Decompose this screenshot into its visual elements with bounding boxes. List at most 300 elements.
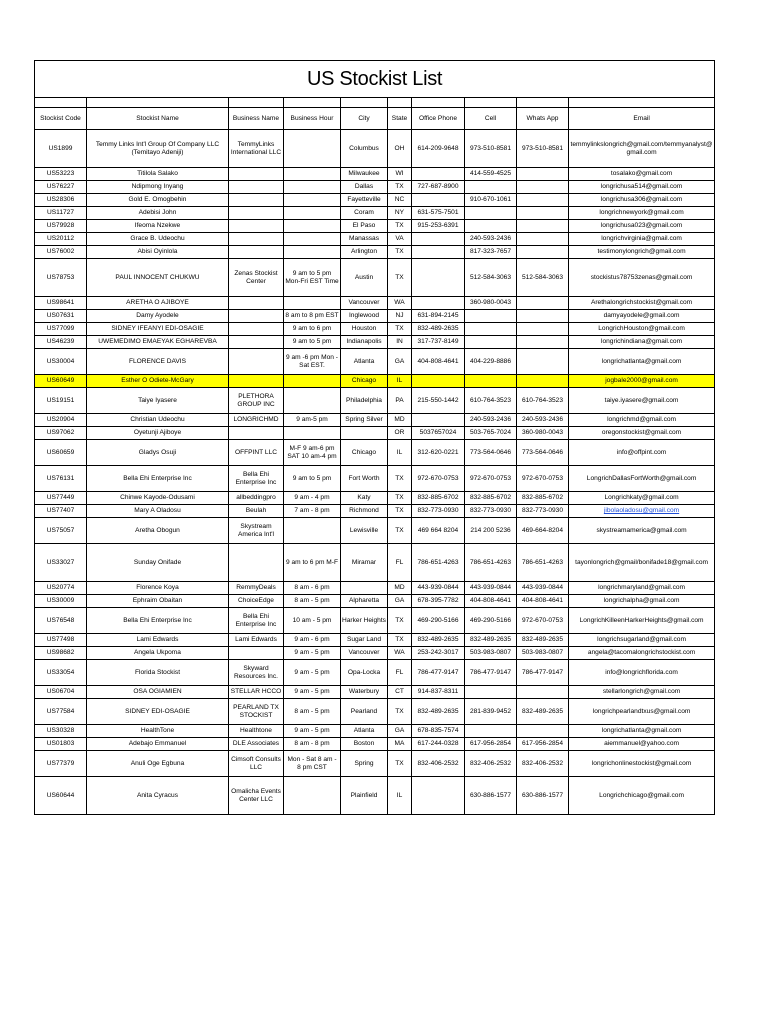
stockist-table xyxy=(34,60,715,815)
office-phone-cell: 832-489-2635 xyxy=(412,699,465,725)
stockist-name-cell: Grace B. Udeochu xyxy=(87,233,229,246)
business-hour-cell xyxy=(284,777,341,815)
city-cell: El Paso xyxy=(341,220,388,233)
email-cell: damyayodele@gmail.com xyxy=(569,310,715,323)
business-hour-cell: 9 am - 4 pm xyxy=(284,492,341,505)
state-cell: IN xyxy=(388,336,412,349)
city-cell xyxy=(341,427,388,440)
office-phone-cell: 786-651-4263 xyxy=(412,544,465,582)
stockist-code-cell: US11727 xyxy=(35,207,87,220)
table-row xyxy=(35,246,715,259)
table-row xyxy=(35,751,715,777)
office-phone-cell: 832-773-0930 xyxy=(412,505,465,518)
city-cell: Manassas xyxy=(341,233,388,246)
stockist-name-cell: Florence Koya xyxy=(87,582,229,595)
stockist-code-cell: US1899 xyxy=(35,130,87,168)
city-cell: Chicago xyxy=(341,440,388,466)
city-cell: Chicago xyxy=(341,375,388,388)
business-name-cell: PLETHORA GROUP INC xyxy=(229,388,284,414)
stockist-code-cell: US98682 xyxy=(35,647,87,660)
email-cell: longrichalpha@gmail.com xyxy=(569,595,715,608)
stockist-name-cell: PAUL INNOCENT CHUKWU xyxy=(87,259,229,297)
office-phone-cell: 631-575-7501 xyxy=(412,207,465,220)
state-cell: OR xyxy=(388,427,412,440)
stockist-code-cell: US07631 xyxy=(35,310,87,323)
whats-app-cell: 240-593-2436 xyxy=(517,414,569,427)
email-cell: oregonstockist@gmail.com xyxy=(569,427,715,440)
city-cell: Lewisville xyxy=(341,518,388,544)
cell-cell: 610-764-3523 xyxy=(465,388,517,414)
state-cell: CT xyxy=(388,686,412,699)
table-row xyxy=(35,505,715,518)
page-title: US Stockist List xyxy=(35,61,715,98)
stockist-code-cell: US78753 xyxy=(35,259,87,297)
state-cell: IL xyxy=(388,777,412,815)
email-cell: longrichmaryland@gmail.com xyxy=(569,582,715,595)
cell-cell: 503-983-0807 xyxy=(465,647,517,660)
city-cell: Atlanta xyxy=(341,725,388,738)
business-name-cell xyxy=(229,168,284,181)
stockist-name-cell: Temmy Links Int'l Group Of Company LLC (Temitayo Adeniji) xyxy=(87,130,229,168)
table-row xyxy=(35,233,715,246)
email-cell: longrichnewyork@gmail.com xyxy=(569,207,715,220)
business-hour-cell xyxy=(284,246,341,259)
business-name-cell xyxy=(229,349,284,375)
state-cell: NC xyxy=(388,194,412,207)
stockist-code-cell: US19151 xyxy=(35,388,87,414)
stockist-code-cell: US76002 xyxy=(35,246,87,259)
whats-app-cell xyxy=(517,168,569,181)
business-name-cell: OFFPINT LLC xyxy=(229,440,284,466)
city-cell: Coram xyxy=(341,207,388,220)
cell-cell: 414-559-4525 xyxy=(465,168,517,181)
email-cell: longrichonlinestockist@gmail.com xyxy=(569,751,715,777)
whats-app-cell: 786-477-9147 xyxy=(517,660,569,686)
table-row xyxy=(35,427,715,440)
state-cell: TX xyxy=(388,699,412,725)
business-hour-cell: 9 am to 5 pm xyxy=(284,466,341,492)
city-cell: Austin xyxy=(341,259,388,297)
email-cell: LongrichDallasFortWorth@gmail.com xyxy=(569,466,715,492)
business-name-cell xyxy=(229,194,284,207)
state-cell: MA xyxy=(388,738,412,751)
state-cell: WI xyxy=(388,168,412,181)
business-hour-cell: M-F 9 am-6 pm SAT 10 am-4 pm xyxy=(284,440,341,466)
stockist-name-cell: Titilola Salako xyxy=(87,168,229,181)
stockist-name-cell: Angela Ukpoma xyxy=(87,647,229,660)
table-row xyxy=(35,725,715,738)
header-cell: Business Hour xyxy=(284,108,341,130)
business-name-cell xyxy=(229,246,284,259)
state-cell: TX xyxy=(388,492,412,505)
business-name-cell xyxy=(229,220,284,233)
city-cell: Pearland xyxy=(341,699,388,725)
cell-cell: 817-323-7657 xyxy=(465,246,517,259)
cell-cell: 617-956-2854 xyxy=(465,738,517,751)
email-cell: longrichvirginia@gmail.com xyxy=(569,233,715,246)
whats-app-cell xyxy=(517,686,569,699)
stockist-code-cell: US76227 xyxy=(35,181,87,194)
cell-cell xyxy=(465,323,517,336)
whats-app-cell: 512-584-3063 xyxy=(517,259,569,297)
table-row xyxy=(35,388,715,414)
office-phone-cell: 915-253-6391 xyxy=(412,220,465,233)
whats-app-cell: 832-406-2532 xyxy=(517,751,569,777)
table-row xyxy=(35,375,715,388)
state-cell: TX xyxy=(388,246,412,259)
stockist-name-cell: SIDNEY IFEANYI EDI-OSAGIE xyxy=(87,323,229,336)
table-row xyxy=(35,544,715,582)
stockist-name-cell: Bella Ehi Enterprise Inc xyxy=(87,608,229,634)
table-row xyxy=(35,595,715,608)
whats-app-cell: 469-664-8204 xyxy=(517,518,569,544)
city-cell: Boston xyxy=(341,738,388,751)
office-phone-cell: 832-885-6702 xyxy=(412,492,465,505)
state-cell: OH xyxy=(388,130,412,168)
business-name-cell xyxy=(229,310,284,323)
email-cell: longrichusa306@gmail.com xyxy=(569,194,715,207)
state-cell: TX xyxy=(388,634,412,647)
cell-cell: 832-406-2532 xyxy=(465,751,517,777)
city-cell: Plainfield xyxy=(341,777,388,815)
table-row xyxy=(35,349,715,375)
state-cell: MD xyxy=(388,582,412,595)
business-hour-cell: 9 am to 5 pm xyxy=(284,336,341,349)
cell-cell: 832-885-6702 xyxy=(465,492,517,505)
header-cell: State xyxy=(388,108,412,130)
email-cell: longrichusa023@gmail.com xyxy=(569,220,715,233)
business-hour-cell xyxy=(284,427,341,440)
city-cell: Spring xyxy=(341,751,388,777)
business-name-cell: Lami Edwards xyxy=(229,634,284,647)
business-hour-cell xyxy=(284,207,341,220)
office-phone-cell: 832-489-2635 xyxy=(412,634,465,647)
business-hour-cell: 9 am - 5 pm xyxy=(284,725,341,738)
city-cell: Vancouver xyxy=(341,297,388,310)
stockist-code-cell: US01803 xyxy=(35,738,87,751)
business-hour-cell: Mon - Sat 8 am - 8 pm CST xyxy=(284,751,341,777)
stockist-name-cell: Ifeoma Nzekwe xyxy=(87,220,229,233)
business-name-cell: LONGRICHMD xyxy=(229,414,284,427)
table-row xyxy=(35,582,715,595)
stockist-code-cell: US20774 xyxy=(35,582,87,595)
table-row xyxy=(35,777,715,815)
stockist-name-cell: UWEMEDIMO EMAEYAK EGHAREVBA xyxy=(87,336,229,349)
whats-app-cell: 617-956-2854 xyxy=(517,738,569,751)
whats-app-cell xyxy=(517,323,569,336)
city-cell: Opa-Locka xyxy=(341,660,388,686)
business-name-cell xyxy=(229,207,284,220)
stockist-code-cell: US33054 xyxy=(35,660,87,686)
table-row xyxy=(35,207,715,220)
email-cell: longrichmd@gmail.com xyxy=(569,414,715,427)
whats-app-cell: 443-939-0844 xyxy=(517,582,569,595)
whats-app-cell: 832-489-2635 xyxy=(517,699,569,725)
office-phone-cell: 614-209-9648 xyxy=(412,130,465,168)
office-phone-cell: 443-939-0844 xyxy=(412,582,465,595)
office-phone-cell: 404-808-4641 xyxy=(412,349,465,375)
stockist-name-cell: Aretha Obogun xyxy=(87,518,229,544)
business-name-cell xyxy=(229,297,284,310)
office-phone-cell: 727-687-8900 xyxy=(412,181,465,194)
business-hour-cell: 9 am - 6 pm xyxy=(284,634,341,647)
stockist-code-cell: US60644 xyxy=(35,777,87,815)
business-name-cell: ChoiceEdge xyxy=(229,595,284,608)
business-name-cell xyxy=(229,323,284,336)
stockist-name-cell: Ndipmong Inyang xyxy=(87,181,229,194)
business-hour-cell xyxy=(284,233,341,246)
business-hour-cell xyxy=(284,130,341,168)
business-hour-cell xyxy=(284,181,341,194)
office-phone-cell xyxy=(412,297,465,310)
state-cell: WA xyxy=(388,297,412,310)
state-cell: TX xyxy=(388,323,412,336)
city-cell: Arlington xyxy=(341,246,388,259)
email-cell: jogbale2000@gmail.com xyxy=(569,375,715,388)
header-cell: Stockist Code xyxy=(35,108,87,130)
business-name-cell: allbeddingpro xyxy=(229,492,284,505)
state-cell: NJ xyxy=(388,310,412,323)
email-cell: aiemmanuel@yahoo.com xyxy=(569,738,715,751)
stockist-sheet xyxy=(34,60,714,815)
stockist-name-cell: Taiye Iyasere xyxy=(87,388,229,414)
email-cell: skystreamamerica@gmail.com xyxy=(569,518,715,544)
stockist-code-cell: US77498 xyxy=(35,634,87,647)
city-cell: Columbus xyxy=(341,130,388,168)
table-row xyxy=(35,738,715,751)
state-cell: TX xyxy=(388,608,412,634)
office-phone-cell: 914-837-8311 xyxy=(412,686,465,699)
table-row xyxy=(35,518,715,544)
cell-cell: 832-489-2635 xyxy=(465,634,517,647)
cell-cell: 973-510-8581 xyxy=(465,130,517,168)
email-cell[interactable]: jibolaoladosu@gmail.com xyxy=(569,505,715,518)
stockist-code-cell: US77449 xyxy=(35,492,87,505)
stockist-code-cell: US30328 xyxy=(35,725,87,738)
office-phone-cell: 972-670-0753 xyxy=(412,466,465,492)
stockist-name-cell: Anita Cyracus xyxy=(87,777,229,815)
cell-cell xyxy=(465,181,517,194)
stockist-name-cell: Adebajo Emmanuel xyxy=(87,738,229,751)
whats-app-cell: 832-773-0930 xyxy=(517,505,569,518)
office-phone-cell: 678-395-7782 xyxy=(412,595,465,608)
office-phone-cell: 215-550-1442 xyxy=(412,388,465,414)
state-cell: FL xyxy=(388,544,412,582)
business-name-cell xyxy=(229,233,284,246)
cell-cell: 404-808-4641 xyxy=(465,595,517,608)
business-hour-cell: 8 am - 5 pm xyxy=(284,595,341,608)
stockist-code-cell: US97062 xyxy=(35,427,87,440)
office-phone-cell xyxy=(412,168,465,181)
email-cell: tosalako@gmail.com xyxy=(569,168,715,181)
stockist-code-cell: US46239 xyxy=(35,336,87,349)
header-cell: Office Phone xyxy=(412,108,465,130)
business-hour-cell: 7 am - 8 pm xyxy=(284,505,341,518)
stockist-name-cell: Anuli Oge Egbuna xyxy=(87,751,229,777)
state-cell: TX xyxy=(388,181,412,194)
table-row xyxy=(35,699,715,725)
whats-app-cell xyxy=(517,349,569,375)
table-row xyxy=(35,168,715,181)
business-hour-cell: 9 am to 6 pm xyxy=(284,323,341,336)
email-cell: LongrichHouston@gmail.com xyxy=(569,323,715,336)
business-hour-cell: 9 am - 5 pm xyxy=(284,647,341,660)
cell-cell xyxy=(465,336,517,349)
office-phone-cell: 678-835-7574 xyxy=(412,725,465,738)
stockist-name-cell: Abisi Oyinlola xyxy=(87,246,229,259)
whats-app-cell: 972-670-0753 xyxy=(517,608,569,634)
header-cell: Stockist Name xyxy=(87,108,229,130)
office-phone-cell: 832-406-2532 xyxy=(412,751,465,777)
business-name-cell xyxy=(229,427,284,440)
stockist-name-cell: ARETHA O AJIBOYE xyxy=(87,297,229,310)
stockist-name-cell: Mary A Oladosu xyxy=(87,505,229,518)
business-hour-cell: 9 am -6 pm Mon - Sat EST. xyxy=(284,349,341,375)
stockist-name-cell: Gladys Osuji xyxy=(87,440,229,466)
cell-cell: 503-765-7024 xyxy=(465,427,517,440)
cell-cell: 630-886-1577 xyxy=(465,777,517,815)
table-row xyxy=(35,492,715,505)
city-cell: Houston xyxy=(341,323,388,336)
business-name-cell: Skyward Resources Inc. xyxy=(229,660,284,686)
business-name-cell: Beulah xyxy=(229,505,284,518)
office-phone-cell: 617-244-0328 xyxy=(412,738,465,751)
whats-app-cell xyxy=(517,725,569,738)
cell-cell xyxy=(465,310,517,323)
whats-app-cell: 832-885-6702 xyxy=(517,492,569,505)
table-row xyxy=(35,194,715,207)
stockist-name-cell: Florida Stockist xyxy=(87,660,229,686)
whats-app-cell: 973-510-8581 xyxy=(517,130,569,168)
whats-app-cell xyxy=(517,207,569,220)
state-cell: FL xyxy=(388,660,412,686)
table-row xyxy=(35,323,715,336)
header-cell: Business Name xyxy=(229,108,284,130)
table-row xyxy=(35,634,715,647)
table-row xyxy=(35,414,715,427)
cell-cell: 404-229-8886 xyxy=(465,349,517,375)
cell-cell xyxy=(465,207,517,220)
stockist-code-cell: US06704 xyxy=(35,686,87,699)
stockist-code-cell: US77379 xyxy=(35,751,87,777)
business-name-cell: Healthtone xyxy=(229,725,284,738)
business-name-cell xyxy=(229,544,284,582)
stockist-code-cell: US30004 xyxy=(35,349,87,375)
business-name-cell xyxy=(229,647,284,660)
stockist-name-cell: Oyetunji Ajiboye xyxy=(87,427,229,440)
email-cell: info@offpint.com xyxy=(569,440,715,466)
state-cell: GA xyxy=(388,725,412,738)
email-cell: stellarlongrich@gmail.com xyxy=(569,686,715,699)
city-cell: Inglewood xyxy=(341,310,388,323)
cell-cell: 832-773-0930 xyxy=(465,505,517,518)
cell-cell xyxy=(465,725,517,738)
cell-cell xyxy=(465,375,517,388)
table-row xyxy=(35,686,715,699)
business-hour-cell: 9 am to 5 pm Mon-Fri EST Time xyxy=(284,259,341,297)
stockist-code-cell: US60659 xyxy=(35,440,87,466)
cell-cell: 443-939-0844 xyxy=(465,582,517,595)
table-row xyxy=(35,440,715,466)
stockist-name-cell: Christian Udeochu xyxy=(87,414,229,427)
stockist-name-cell: Gold E. Omogbehin xyxy=(87,194,229,207)
whats-app-cell xyxy=(517,336,569,349)
email-cell: Longrichkaty@gmail.com xyxy=(569,492,715,505)
cell-cell: 773-564-0646 xyxy=(465,440,517,466)
city-cell: Dallas xyxy=(341,181,388,194)
whats-app-cell xyxy=(517,310,569,323)
city-cell: Fayetteville xyxy=(341,194,388,207)
business-hour-cell: 8 am - 5 pm xyxy=(284,699,341,725)
cell-cell: 910-670-1061 xyxy=(465,194,517,207)
state-cell: MD xyxy=(388,414,412,427)
cell-cell xyxy=(465,220,517,233)
business-hour-cell: 8 am - 6 pm xyxy=(284,582,341,595)
business-hour-cell xyxy=(284,168,341,181)
city-cell: Fort Worth xyxy=(341,466,388,492)
city-cell: Spring Silver xyxy=(341,414,388,427)
city-cell: Indianapolis xyxy=(341,336,388,349)
whats-app-cell: 360-980-0043 xyxy=(517,427,569,440)
whats-app-cell: 786-651-4263 xyxy=(517,544,569,582)
whats-app-cell: 404-808-4641 xyxy=(517,595,569,608)
business-hour-cell: 8 am to 8 pm EST xyxy=(284,310,341,323)
table-row xyxy=(35,297,715,310)
business-name-cell: PEARLAND TX STOCKIST xyxy=(229,699,284,725)
cell-cell: 786-651-4263 xyxy=(465,544,517,582)
header-cell: Cell xyxy=(465,108,517,130)
city-cell: Atlanta xyxy=(341,349,388,375)
state-cell: TX xyxy=(388,505,412,518)
email-cell: longrichatlanta@gmail.com xyxy=(569,725,715,738)
header-cell: City xyxy=(341,108,388,130)
whats-app-cell xyxy=(517,233,569,246)
whats-app-cell: 503-983-0807 xyxy=(517,647,569,660)
city-cell: Richmond xyxy=(341,505,388,518)
stockist-name-cell: Adebisi John xyxy=(87,207,229,220)
table-row xyxy=(35,608,715,634)
stockist-code-cell: US28306 xyxy=(35,194,87,207)
business-name-cell xyxy=(229,336,284,349)
business-name-cell xyxy=(229,181,284,194)
stockist-code-cell: US20112 xyxy=(35,233,87,246)
email-cell: Arethalongrichstockist@gmail.com xyxy=(569,297,715,310)
office-phone-cell xyxy=(412,777,465,815)
office-phone-cell xyxy=(412,194,465,207)
email-cell: taiye.iyasere@gmail.com xyxy=(569,388,715,414)
business-name-cell xyxy=(229,375,284,388)
state-cell: GA xyxy=(388,349,412,375)
cell-cell: 512-584-3063 xyxy=(465,259,517,297)
email-cell: info@longrichflorida.com xyxy=(569,660,715,686)
cell-cell: 469-290-5166 xyxy=(465,608,517,634)
stockist-code-cell: US76131 xyxy=(35,466,87,492)
business-name-cell: Omalicha Events Center LLC xyxy=(229,777,284,815)
whats-app-cell: 832-489-2635 xyxy=(517,634,569,647)
email-cell: LongrichKilleenHarkerHeights@gmail.com xyxy=(569,608,715,634)
business-hour-cell xyxy=(284,220,341,233)
stockist-name-cell: Bella Ehi Enterprise Inc xyxy=(87,466,229,492)
whats-app-cell xyxy=(517,297,569,310)
email-cell: angela@tacomalongrichstockist.com xyxy=(569,647,715,660)
table-row xyxy=(35,220,715,233)
whats-app-cell: 773-564-0646 xyxy=(517,440,569,466)
whats-app-cell xyxy=(517,181,569,194)
city-cell: Sugar Land xyxy=(341,634,388,647)
stockist-code-cell: US79928 xyxy=(35,220,87,233)
header-cell: Whats App xyxy=(517,108,569,130)
business-hour-cell: 10 am - 5 pm xyxy=(284,608,341,634)
